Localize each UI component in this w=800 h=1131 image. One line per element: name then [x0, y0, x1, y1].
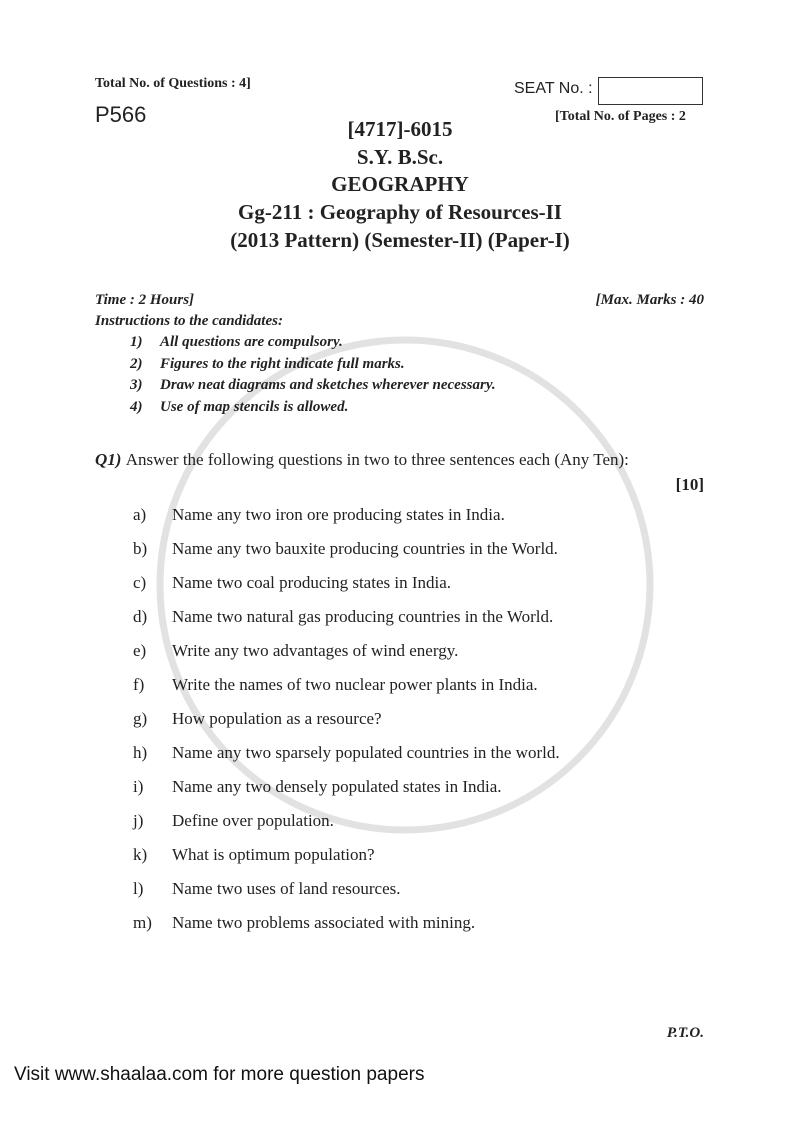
question-item — [133, 573, 451, 593]
item-text: Name any two sparsely populated countries in the world. — [172, 743, 560, 762]
instruction: 2) Figures to the right indicate full marks. — [130, 356, 405, 372]
item-text: Define over population. — [172, 811, 334, 830]
item-label: k) — [133, 845, 148, 864]
instruction: 4) Use of map stencils is allowed. — [130, 399, 349, 415]
item-text: Write the names of two nuclear power plants in India. — [172, 675, 538, 694]
paper-code: P566 — [95, 102, 147, 127]
question-item — [133, 675, 538, 695]
max-marks: [Max. Marks : 40 — [595, 292, 704, 308]
question-item — [133, 743, 560, 763]
item-label: m) — [133, 913, 152, 932]
question-item — [133, 539, 558, 559]
exam-code: [4717]-6015 — [347, 117, 453, 141]
pto: P.T.O. — [666, 1025, 704, 1041]
question-item — [133, 505, 505, 525]
course: S.Y. B.Sc. — [356, 145, 444, 169]
item-text: What is optimum population? — [172, 845, 375, 864]
question-item — [133, 709, 382, 729]
item-text: Name any two iron ore producing states in India. — [172, 505, 505, 524]
instructions-title: Instructions to the candidates: — [95, 313, 283, 329]
item-text: Name any two densely populated states in India. — [172, 777, 502, 796]
subject: GEOGRAPHY — [331, 172, 469, 196]
item-text: Name two natural gas producing countries in the World. — [172, 607, 554, 626]
q1-marks: [10] — [675, 475, 704, 494]
q1-prompt: Q1) Answer the following questions in two to three sentences each (Any Ten): — [95, 450, 629, 469]
instruction: 3) Draw neat diagrams and sketches wherever necessary. — [130, 377, 496, 393]
seat-label: SEAT No. : — [514, 80, 593, 97]
footer-link-text[interactable]: Visit www.shaalaa.com for more question papers — [14, 1064, 425, 1085]
total-questions: Total No. of Questions : 4] — [95, 76, 251, 91]
seat-number-box — [598, 77, 703, 105]
item-text: Name two coal producing states in India. — [172, 573, 452, 592]
instruction: 1) All questions are compulsory. — [130, 334, 343, 350]
question-item — [133, 879, 401, 899]
question-item — [133, 811, 334, 831]
time: Time : 2 Hours] — [95, 292, 195, 308]
item-label: d) — [133, 607, 148, 626]
pattern: (2013 Pattern) (Semester-II) (Paper-I) — [230, 228, 570, 252]
item-text: How population as a resource? — [172, 709, 382, 728]
item-label: e) — [133, 641, 147, 660]
paper-title: Gg-211 : Geography of Resources-II — [238, 200, 562, 224]
question-item — [133, 641, 458, 661]
question-item — [133, 845, 375, 865]
item-label: l) — [133, 879, 144, 898]
item-label: i) — [133, 777, 144, 796]
item-label: a) — [133, 505, 147, 524]
item-text: Write any two advantages of wind energy. — [172, 641, 459, 660]
item-label: c) — [133, 573, 147, 592]
item-text: Name two uses of land resources. — [172, 879, 401, 898]
question-item — [133, 777, 502, 797]
item-text: Name any two bauxite producing countries in the World. — [172, 539, 558, 558]
question-item — [133, 913, 475, 933]
item-label: h) — [133, 743, 148, 762]
question-item — [133, 607, 553, 627]
item-label: f) — [133, 675, 145, 694]
item-text: Name two problems associated with mining. — [172, 913, 476, 932]
item-label: j) — [133, 811, 144, 830]
item-label: b) — [133, 539, 148, 558]
total-pages: [Total No. of Pages : 2 — [555, 109, 686, 124]
item-label: g) — [133, 709, 148, 728]
